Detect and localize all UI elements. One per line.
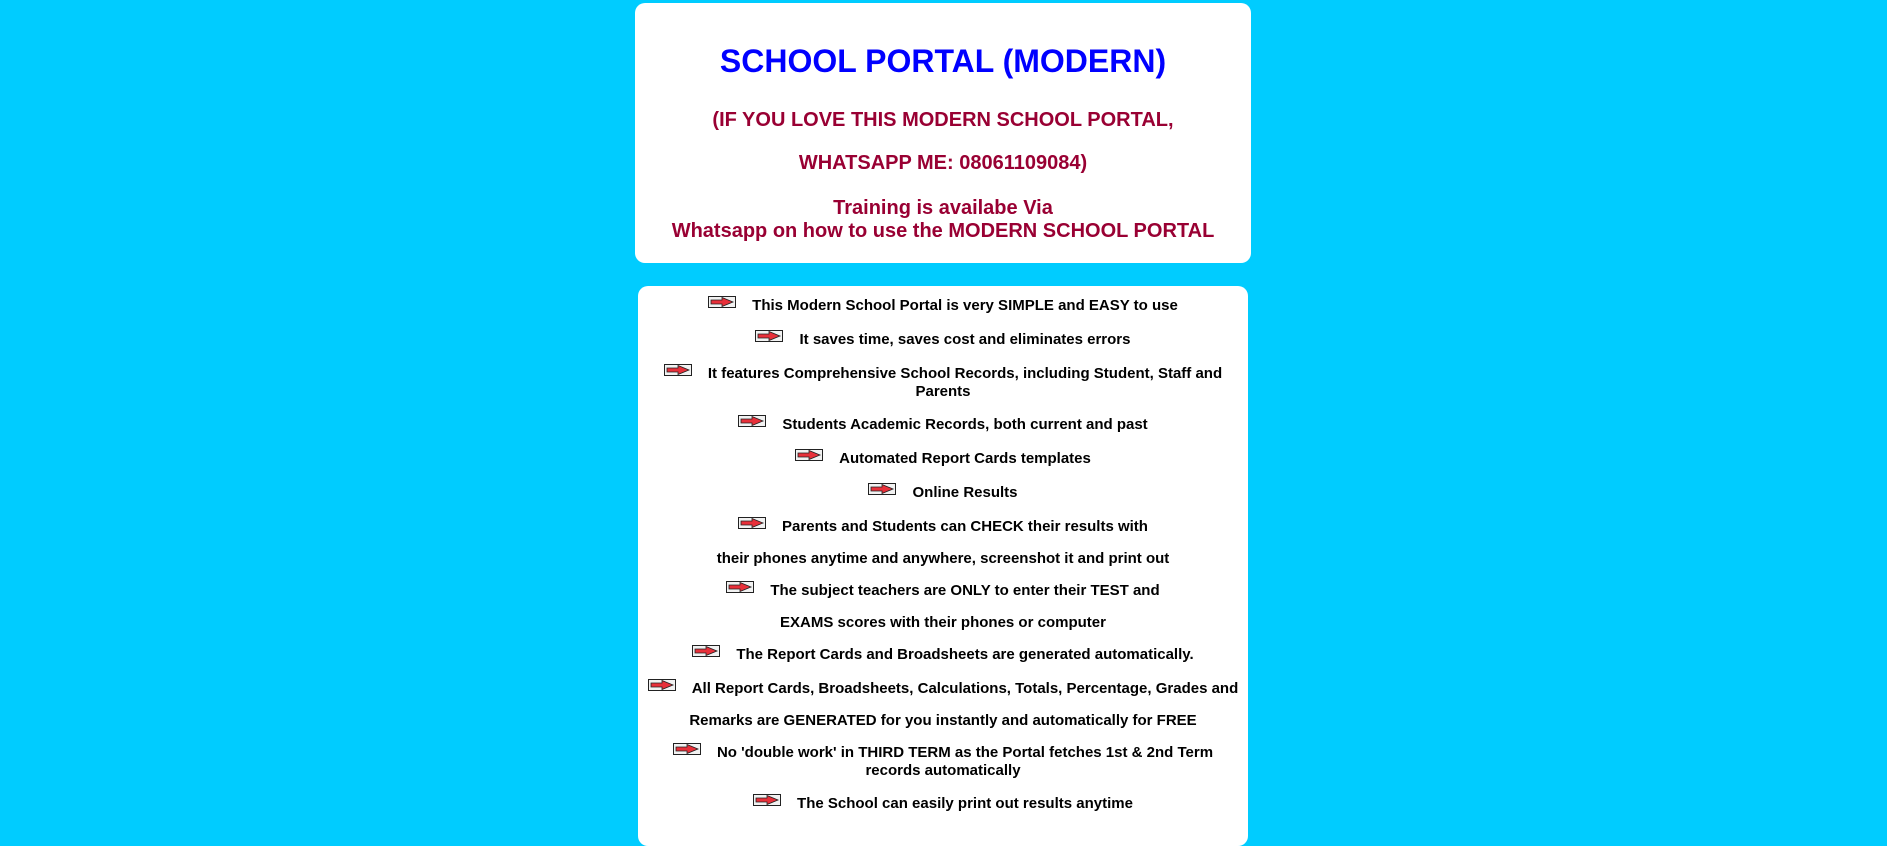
feature-text-continued: Remarks are GENERATED for you instantly and automatically for FREE	[689, 712, 1197, 729]
feature-text: The subject teachers are ONLY to enter their TEST and	[770, 582, 1160, 599]
feature-item	[638, 517, 1248, 568]
feature-text: No 'double work' in THIRD TERM as the Portal fetches 1st & 2nd Term	[716, 744, 1214, 761]
feature-item	[638, 449, 1248, 468]
training-line-2: Whatsapp on how to use the MODERN SCHOOL PORTAL	[671, 220, 1215, 242]
whatsapp-contact-line: WHATSAPP ME: 08061109084)	[798, 152, 1088, 174]
feature-text: It saves time, saves cost and eliminates errors	[799, 331, 1131, 348]
feature-text-continued: records automatically	[865, 762, 1021, 779]
features-card	[638, 286, 1248, 846]
feature-text: Students Academic Records, both current and past	[782, 416, 1148, 433]
feature-text: The Report Cards and Broadsheets are generated automatically.	[736, 646, 1194, 663]
feature-text-continued: EXAMS scores with their phones or computer	[780, 614, 1106, 631]
arrow-bullet-icon	[673, 743, 701, 755]
arrow-bullet-icon	[726, 581, 754, 593]
promo-line: (IF YOU LOVE THIS MODERN SCHOOL PORTAL,	[712, 109, 1174, 131]
arrow-bullet-icon	[753, 794, 781, 806]
arrow-bullet-icon	[795, 449, 823, 461]
feature-text: It features Comprehensive School Records, including Student, Staff and	[707, 365, 1223, 382]
feature-item	[638, 645, 1248, 664]
arrow-bullet-icon	[755, 330, 783, 342]
feature-item	[638, 296, 1248, 315]
feature-item	[638, 743, 1248, 780]
feature-item	[638, 483, 1248, 502]
feature-text-continued: Parents	[915, 383, 971, 400]
header-card	[635, 3, 1251, 263]
feature-text: Online Results	[912, 484, 1018, 501]
feature-item	[638, 581, 1248, 632]
arrow-bullet-icon	[664, 364, 692, 376]
feature-text: This Modern School Portal is very SIMPLE and EASY to use	[752, 297, 1178, 314]
feature-text: The School can easily print out results anytime	[797, 795, 1133, 812]
arrow-bullet-icon	[738, 517, 766, 529]
feature-item	[638, 794, 1248, 813]
feature-item	[638, 364, 1248, 401]
feature-item	[638, 415, 1248, 434]
arrow-bullet-icon	[708, 296, 736, 308]
feature-item	[638, 330, 1248, 349]
arrow-bullet-icon	[868, 483, 896, 495]
feature-item	[638, 679, 1248, 730]
feature-text: Parents and Students can CHECK their results with	[782, 518, 1148, 535]
feature-text: Automated Report Cards templates	[839, 450, 1091, 467]
page-title: SCHOOL PORTAL (MODERN)	[719, 43, 1167, 79]
arrow-bullet-icon	[692, 645, 720, 657]
training-line: Training is availabe Via	[833, 197, 1053, 219]
feature-text-continued: their phones anytime and anywhere, screenshot it and print out	[716, 550, 1170, 567]
feature-text: All Report Cards, Broadsheets, Calculations, Totals, Percentage, Grades and	[691, 680, 1239, 697]
arrow-bullet-icon	[738, 415, 766, 427]
arrow-bullet-icon	[648, 679, 676, 691]
